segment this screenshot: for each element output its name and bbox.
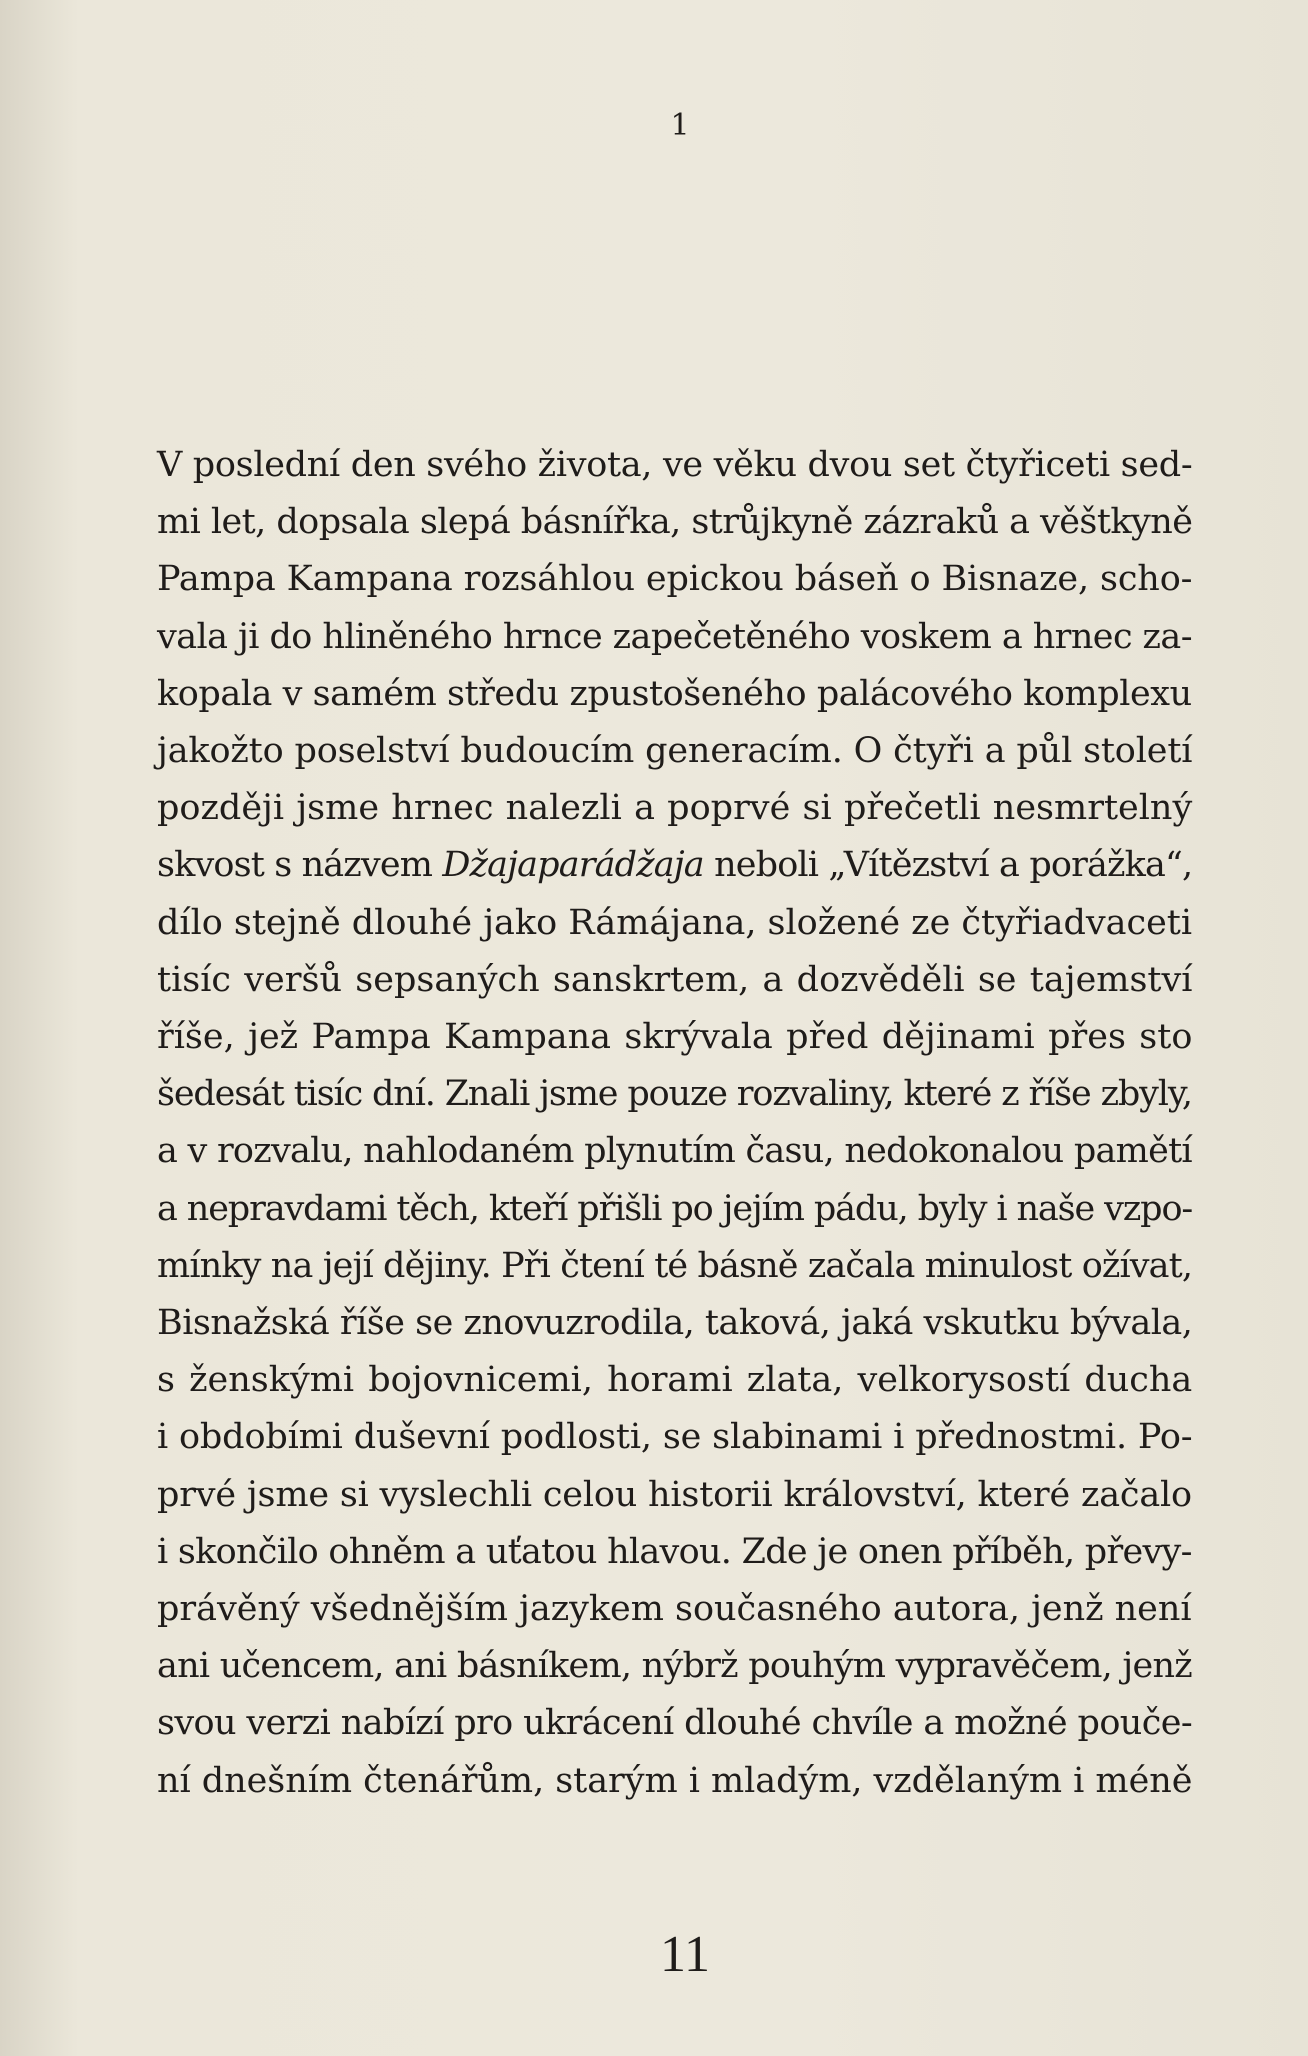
poem-title: Džajaparádžaja <box>442 845 704 886</box>
text-line: a v rozvalu, nahlodaném plynutím času, nedokonalou pamětí <box>157 1131 1192 1172</box>
text-line: kopala v samém středu zpustošeného palácového komplexu <box>157 673 1192 714</box>
text-segment: neboli „Vítězství a porážka“, <box>703 845 1193 886</box>
text-line: mínky na její dějiny. Při čtení té básně začala minulost ožívat, <box>157 1245 1193 1286</box>
text-line-with-title <box>157 837 1192 894</box>
page-number: 11 <box>659 1926 711 1983</box>
text-line: říše, jež Pampa Kampana skrývala před dějinami přes sto <box>157 1017 1193 1058</box>
text-line: s ženskými bojovnicemi, horami zlata, velkorysostí ducha <box>157 1360 1193 1401</box>
text-line: svou verzi nabízí pro ukrácení dlouhé chvíle a možné pouče- <box>157 1703 1193 1744</box>
text-line: vala ji do hliněného hrnce zapečetěného voskem a hrnec za- <box>157 616 1192 657</box>
text-line: i obdobími duševní podlosti, se slabinami i přednostmi. Po- <box>157 1417 1193 1458</box>
text-line: dílo stejně dlouhé jako Rámájana, složené ze čtyřiadvaceti <box>157 902 1193 943</box>
text-line: tisíc veršů sepsaných sanskrtem, a dozvěděli se tajemství <box>157 959 1193 1000</box>
body-text <box>157 437 1192 1810</box>
text-line: Bisnažská říše se znovuzrodila, taková, jaká vskutku bývala, <box>157 1303 1193 1344</box>
text-line: šedesát tisíc dní. Znali jsme pouze rozvaliny, které z říše zbyly, <box>157 1074 1192 1115</box>
text-line: Pampa Kampana rozsáhlou epickou báseň o Bisnaze, scho- <box>157 559 1193 600</box>
text-line: mi let, dopsala slepá básnířka, strůjkyně zázraků a věštkyně <box>157 502 1193 543</box>
text-line: jakožto poselství budoucím generacím. O čtyři a půl století <box>157 731 1193 772</box>
text-line: V poslední den svého života, ve věku dvou set čtyřiceti sed- <box>157 445 1193 485</box>
text-line: ní dnešním čtenářům, starým i mladým, vzdělaným i méně <box>157 1760 1193 1801</box>
text-line: a nepravdami těch, kteří přišli po jejím pádu, byly i naše vzpo- <box>157 1188 1193 1229</box>
text-line: i skončilo ohněm a uťatou hlavou. Zde je onen příběh, převy- <box>157 1531 1192 1572</box>
text-segment: skvost s názvem <box>157 845 443 886</box>
text-line: prvé jsme si vyslechli celou historii království, které začalo <box>157 1474 1192 1515</box>
text-line: ani učencem, ani básníkem, nýbrž pouhým vypravěčem, jenž <box>157 1646 1192 1687</box>
text-line: později jsme hrnec nalezli a poprvé si přečetli nesmrtelný <box>157 788 1193 829</box>
text-line: právěný všednějším jazykem současného autora, jenž není <box>157 1589 1192 1630</box>
chapter-number: 1 <box>670 108 690 143</box>
